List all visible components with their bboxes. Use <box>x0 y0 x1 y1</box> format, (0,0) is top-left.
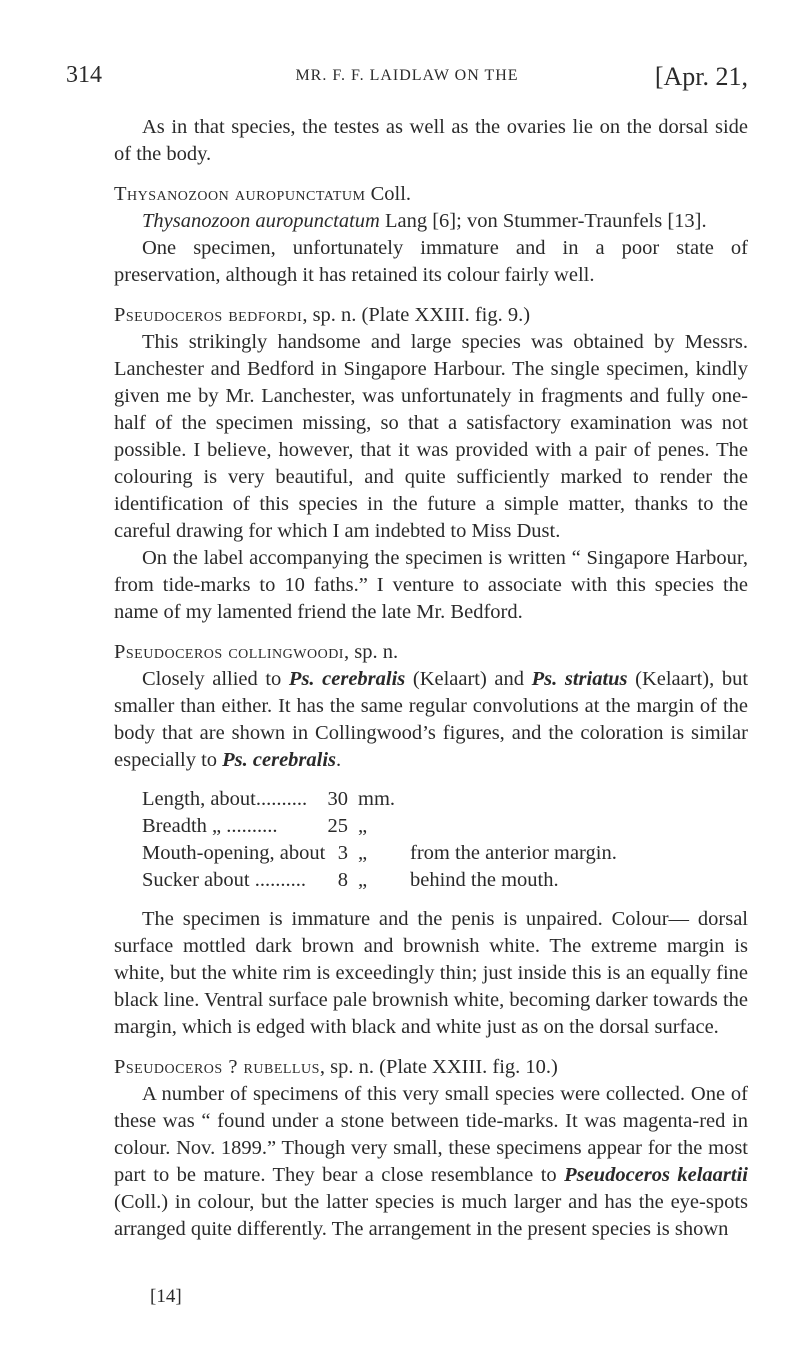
paragraph: One specimen, unfortunately immature and in a poor state of preservation, although it has retained its colour fairly well. <box>114 237 748 286</box>
page-number: 314 <box>66 62 102 88</box>
signature-mark: [14] <box>150 1286 182 1307</box>
species-heading-bedfordi: Pseudoceros bedfordi, sp. n. (Plate XXIII. fig. 9.) <box>114 304 531 326</box>
paragraph: Closely allied to Ps. cerebralis (Kelaart) and Ps. striatus (Kelaart), but smaller than either. It has the same regular convolutions at the margin of the body that are shown in Collingwood’s figures, and the coloration is similar especially to Ps. cerebralis. <box>114 668 749 771</box>
species-heading-collingwoodi: Pseudoceros collingwoodi, sp. n. <box>114 641 399 663</box>
measurement-row: Sucker about .......... 8 „ behind the mouth. <box>142 869 559 891</box>
paragraph: A number of specimens of this very small species were collected. One of these was “ found under a stone between tide-marks. It was magenta-red in colour. Nov. 1899.” Though very small, these specimens appear for the most part to be mature. They bear a close resemblance to Pseudoceros kelaartii (Coll.) in colour, but the latter species is much larger and has the eye-spots arranged quite differently. The arrangement in the present species is shown <box>114 1083 748 1240</box>
running-title: MR. F. F. LAIDLAW ON THE <box>295 67 519 84</box>
species-heading-rubellus: Pseudoceros ? rubellus, sp. n. (Plate XXIII. fig. 10.) <box>114 1056 558 1078</box>
paragraph: As in that species, the testes as well as the ovaries lie on the dorsal side of the body. <box>114 116 748 165</box>
page-header <box>66 62 748 102</box>
measurement-row: Mouth-opening, about 3 „ from the anterior margin. <box>142 842 617 864</box>
measurement-row: Breadth „ .......... 25 „ <box>142 815 368 837</box>
measurement-row: Length, about.......... 30 mm. <box>142 788 396 810</box>
paragraph: On the label accompanying the specimen is written “ Singapore Harbour, from tide-marks to 10 faths.” I venture to associate with this species the name of my lamented friend the late Mr. Bedford. <box>114 547 748 623</box>
article-body <box>114 114 748 1243</box>
header-date: [Apr. 21, <box>654 62 748 91</box>
paragraph: This strikingly handsome and large species was obtained by Messrs. Lanchester and Bedford in Singapore Harbour. The single specimen, kindly given me by Mr. Lanchester, was unfortunately in fragments and fully one-half of the specimen missing, so that a satisfactory examination was not possible. I believe, however, that it was provided with a pair of penes. The colouring is very beautiful, and quite sufficiently marked to render the identification of this species in the future a simple matter, thanks to the careful drawing for which I am indebted to Miss Dust. <box>114 331 748 542</box>
paragraph: Thysanozoon auropunctatum Lang [6]; von Stummer-Traunfels [13]. <box>142 210 707 232</box>
species-heading-thysanozoon: Thysanozoon auropunctatum Coll. <box>114 183 412 205</box>
paragraph: The specimen is immature and the penis is unpaired. Colour— dorsal surface mottled dark brown and brownish white. The extreme margin is white, but the white rim is exceedingly thin; just inside this is an equally fine black line. Ventral surface pale brownish white, becoming darker towards the margin, which is edged with black and white just as on the dorsal surface. <box>114 908 748 1038</box>
measurements-table <box>142 786 748 894</box>
